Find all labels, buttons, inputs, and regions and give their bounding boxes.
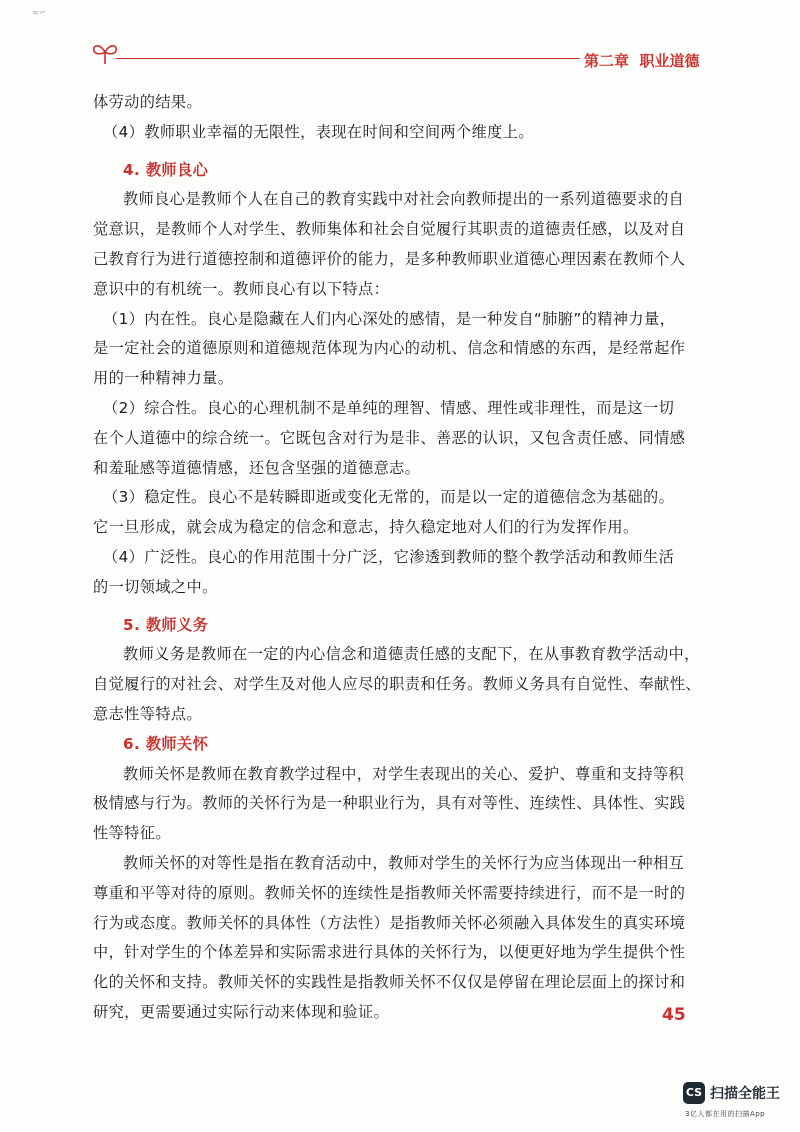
text-line: 体劳动的结果。 [93,93,203,111]
paragraph [93,543,705,603]
text-line: 意识中的有机统一。教师良心有以下特点： [93,279,390,298]
header-rule [116,58,659,59]
text-line: 觉意识，是教师个人对学生、教师集体和社会自觉履行其职责的道德责任感，以及对自 [93,220,686,239]
running-header [90,38,702,78]
text-line: 它一旦形成，就会成为稳定的信念和意志，持久稳定地对人们的行为发挥作用。 [93,518,639,537]
spacer [93,1028,705,1036]
text-line: 教师关怀是教师在教育教学过程中，对学生表现出的关心、爱护、尊重和支持等积 [123,764,685,783]
text-line: 尊重和平等对待的原则。教师关怀的连续性是指教师关怀需要持续进行，而不是一时的 [93,883,686,902]
paragraph [93,640,705,729]
paragraph [93,118,705,148]
section-heading-text: 6. 教师关怀 [123,734,209,753]
section-heading-text: 5. 教师义务 [123,615,209,634]
text-line: 中，针对学生的个体差异和实际需求进行具体的关怀行为，以便更好地为学生提供个性 [93,943,686,962]
section-heading [93,156,705,186]
camscanner-logo-icon: CS [683,1082,705,1104]
text-line: 的一切领域之中。 [93,577,218,596]
paragraph [93,483,705,543]
text-line: 化的关怀和支持。教师关怀的实践性是指教师关怀不仅仅是停留在理论层面上的探讨和 [93,973,686,992]
text-line: 极情感与行为。教师的关怀行为是一种职业行为，具有对等性、连续性、具体性、实践 [93,794,686,813]
text-line: 自觉履行的对社会、对学生及对他人应尽的职责和任务。教师义务具有自觉性、奉献性、 [93,675,701,694]
text-line: 和羞耻感等道德情感，还包含坚强的道德意志。 [93,458,421,477]
paragraph [93,849,705,1028]
corner-mark: ≈⌐ [32,8,48,17]
sprout-icon [90,38,120,68]
spacer [93,148,705,156]
section-heading [93,730,705,760]
text-line: （4）广泛性。良心的作用范围十分广泛，它渗透到教师的整个教学活动和教师生活 [103,547,675,566]
text-line: 用的一种精神力量。 [93,369,234,388]
chapter-title: 职业道德 [639,52,700,70]
text-line: 教师关怀的对等性是指在教育活动中，教师对学生的关怀行为应当体现出一种相互 [123,853,685,872]
text-line: （3）稳定性。良心不是转瞬即逝或变化无常的，而是以一定的道德信念为基础的。 [103,488,675,507]
page-number: 45 [662,1005,686,1025]
paragraph [93,185,705,304]
text-line: 在个人道德中的综合统一。它既包含对行为是非、善恶的认识，又包含责任感、同情感 [93,428,686,447]
watermark-subtitle: 3亿人都在用的扫描App [685,1110,766,1118]
text-line: 性等特征。 [93,824,171,843]
text-line: 教师义务是教师在一定的内心信念和道德责任感的支配下，在从事教育教学活动中， [123,645,700,664]
text-line: 己教育行为进行道德控制和道德评价的能力，是多种教师职业道德心理因素在教师个人 [93,249,686,268]
section-heading-text: 4. 教师良心 [123,160,209,179]
text-line: 研究，更需要通过实际行动来体现和验证。 [93,1002,390,1021]
text-line: （1）内在性。良心是隐藏在人们内心深处的感情，是一种发自“肺腑”的精神力量， [103,309,676,328]
chapter-number: 第二章 [584,52,630,70]
text-line: 教师良心是教师个人在自己的教育实践中对社会向教师提出的一系列道德要求的自 [123,190,685,209]
chapter-label [580,50,703,71]
paragraph [93,88,705,118]
text-line: 是一定社会的道德原则和道德规范体现为内心的动机、信念和情感的东西，是经常起作 [93,339,686,358]
text-line: （2）综合性。良心的心理机制不是单纯的理智、情感、理性或非理性，而是这一切 [103,398,675,417]
paragraph [93,394,705,483]
body-text [93,88,705,1036]
section-heading [93,611,705,641]
paragraph [93,305,705,394]
text-line: （4）教师职业幸福的无限性，表现在时间和空间两个维度上。 [103,122,534,141]
text-line: 意志性等特点。 [93,704,203,723]
paragraph [93,760,705,849]
text-line: 行为或态度。教师关怀的具体性（方法性）是指教师关怀必须融入具体发生的真实环境 [93,913,686,932]
scanner-watermark [683,1082,793,1124]
watermark-title: 扫描全能王 [710,1086,780,1102]
spacer [93,603,705,611]
